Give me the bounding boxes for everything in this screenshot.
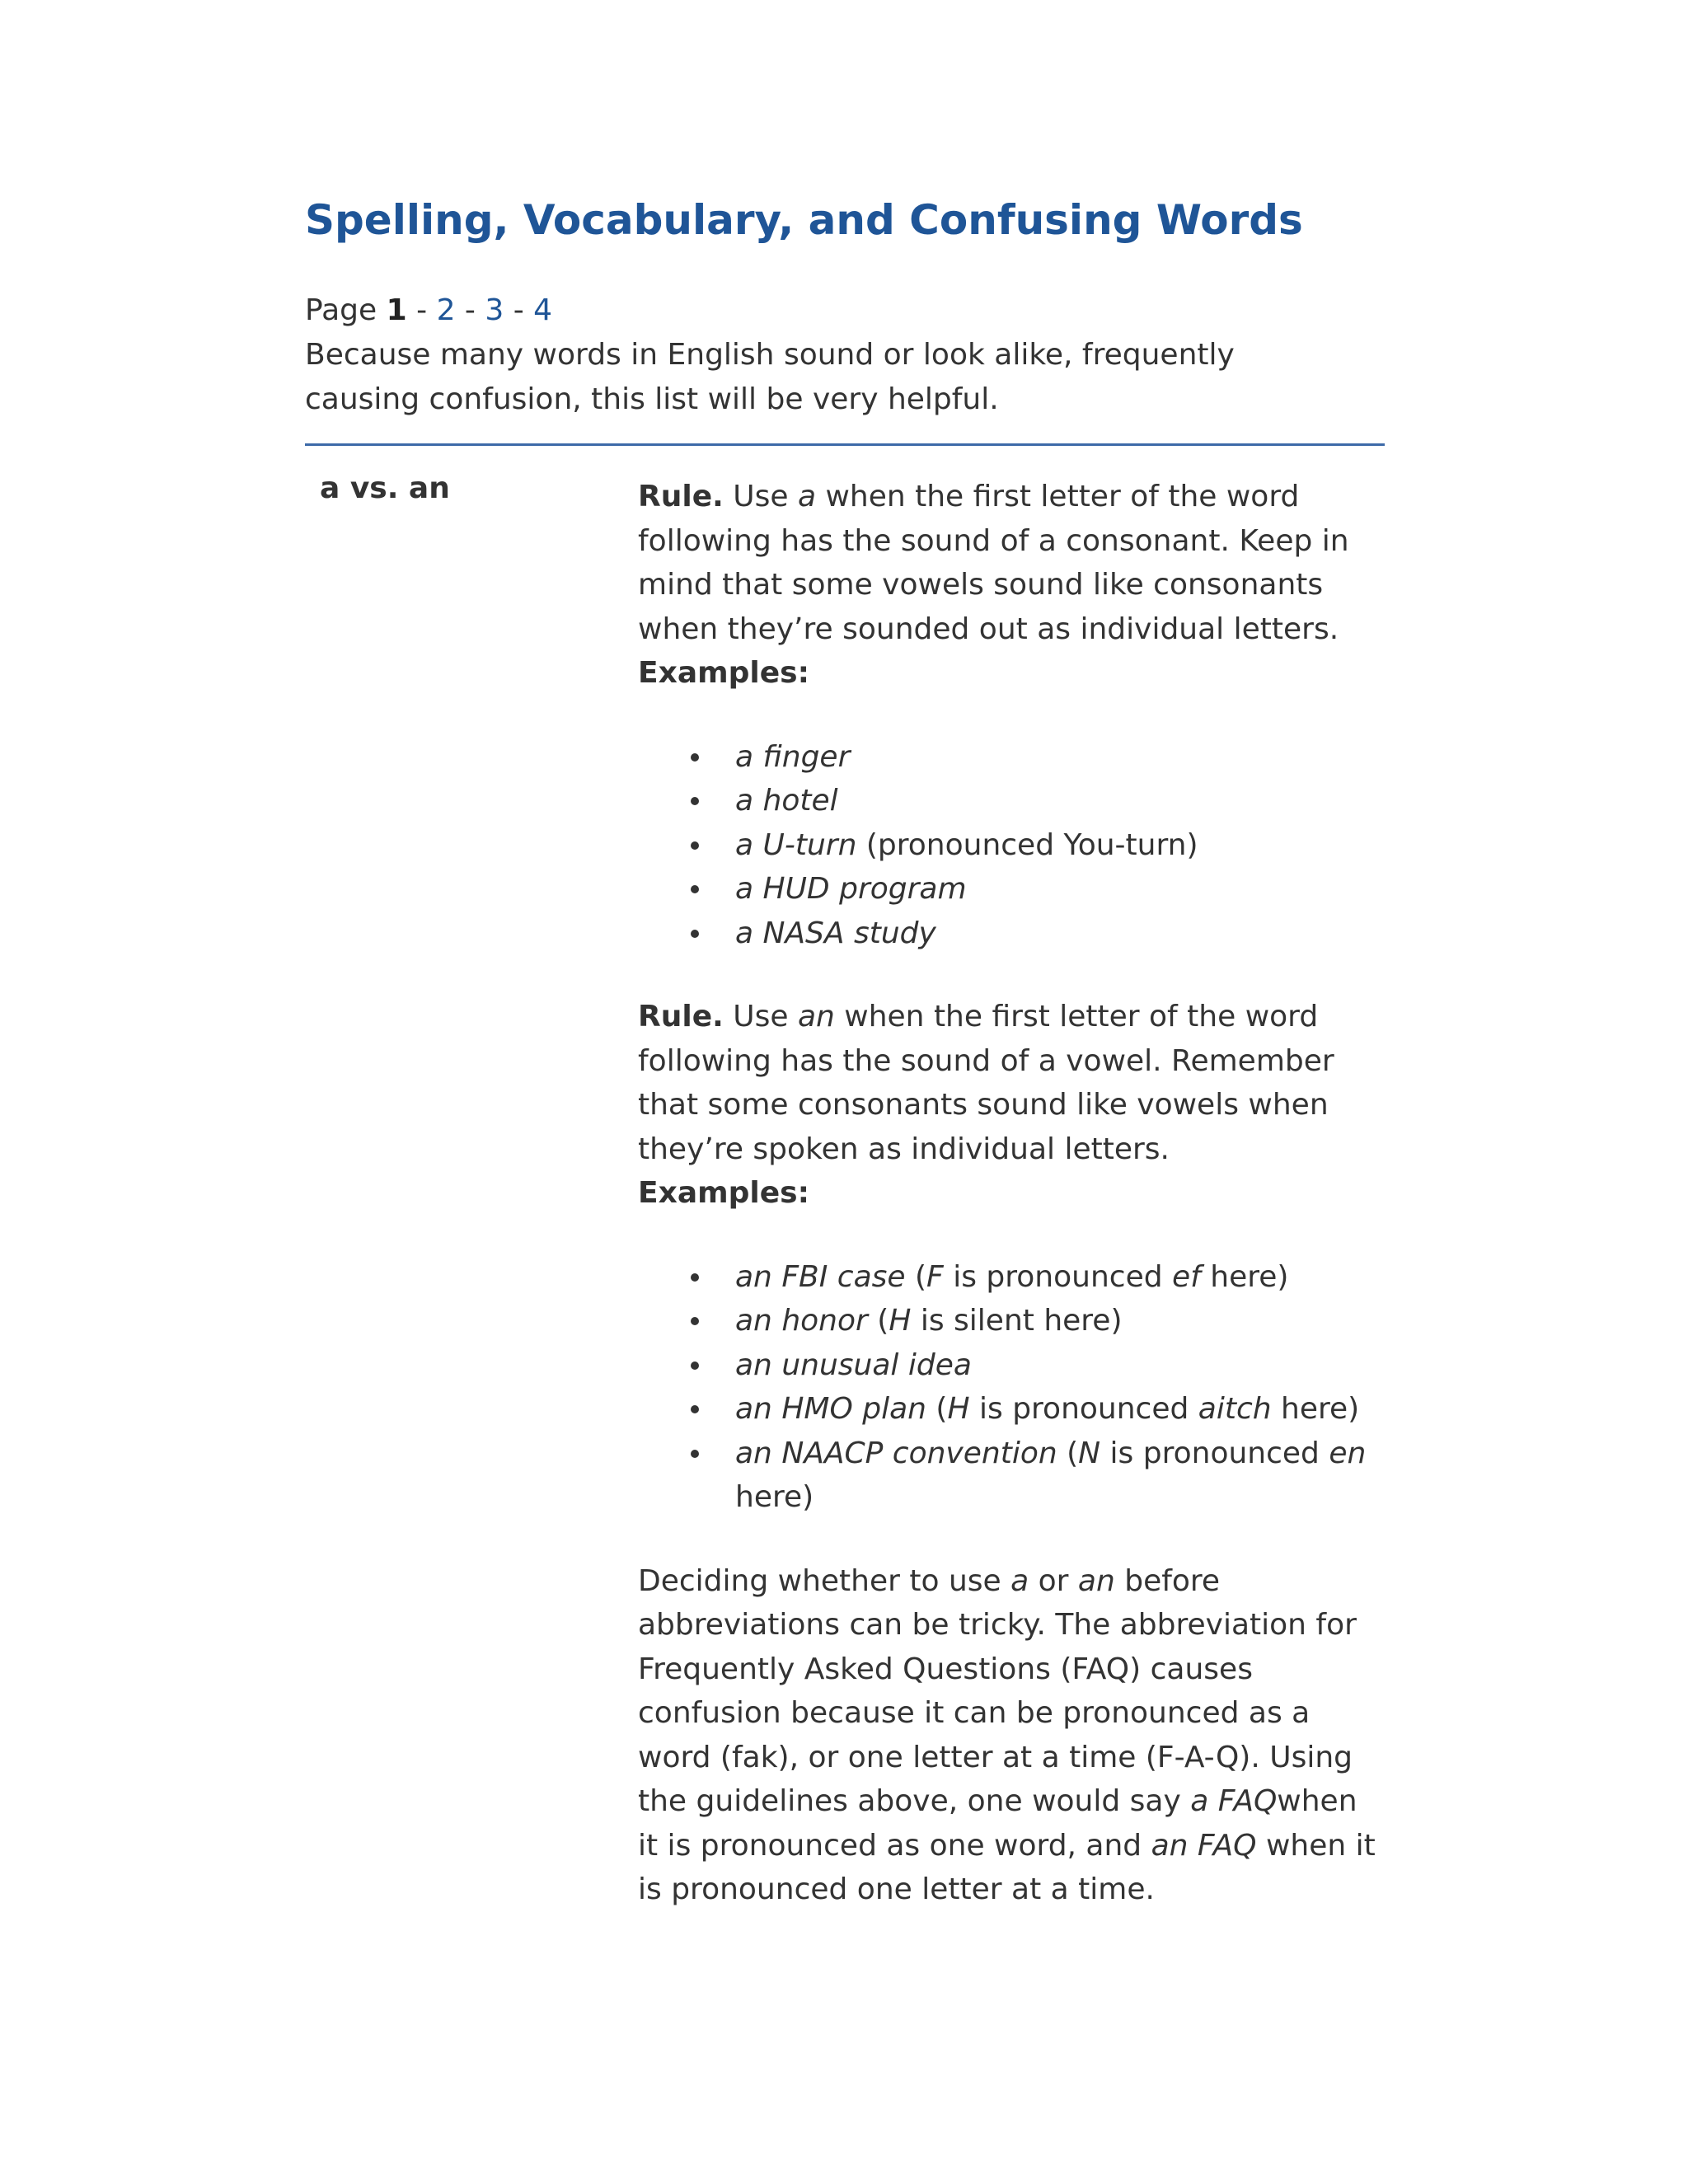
- examples-list-1: [638, 735, 1380, 956]
- list-item: a NASA study: [735, 912, 1380, 956]
- pager-link-page-3[interactable]: 3: [485, 293, 504, 327]
- list-item: an NAACP convention (N is pronounced en here): [735, 1432, 1380, 1520]
- list-item: a hotel: [735, 779, 1380, 823]
- examples-list-2: [638, 1255, 1380, 1520]
- rule-label: Rule.: [638, 480, 724, 513]
- list-item: a finger: [735, 735, 1380, 780]
- intro-text: Because many words in English sound or look alike, frequently causing confusion, this list will be very helpful.: [305, 338, 1235, 416]
- list-item: a HUD program: [735, 867, 1380, 912]
- section-divider: [305, 443, 1385, 446]
- list-item: a U-turn (pronounced You-turn): [735, 823, 1380, 868]
- list-item: an HMO plan (H is pronounced aitch here): [735, 1387, 1380, 1432]
- list-item: an honor (H is silent here): [735, 1299, 1380, 1343]
- entry-term: a vs. an: [320, 471, 450, 505]
- rule-paragraph-2: Rule. Use an when the first letter of the word following has the sound of a vowel. Remember that some consonants sound like vowels when they’re spoken as individual letters. Examples:: [638, 1000, 1334, 1210]
- pager-prefix: Page: [305, 293, 377, 327]
- entry-content: [638, 475, 1380, 1912]
- pager-separator: -: [455, 293, 485, 327]
- examples-label: Examples:: [638, 1176, 809, 1210]
- pager-link-page-2[interactable]: 2: [436, 293, 456, 327]
- closing-paragraph: Deciding whether to use a or an before abbreviations can be tricky. The abbreviation for Frequently Asked Questions (FAQ) causes confusion because it can be pronounced as a word (fak), or one letter at a time (F-A-Q). Using the guidelines above, one would say a FAQwhen it is pronounced as one word, and an FAQ when it is pronounced one letter at a time.: [638, 1563, 1376, 1906]
- list-item: an unusual idea: [735, 1343, 1380, 1388]
- pager-link-page-4[interactable]: 4: [533, 293, 553, 327]
- list-item: an FBI case (F is pronounced ef here): [735, 1255, 1380, 1300]
- pager-separator: -: [406, 293, 437, 327]
- pager-current-page: 1: [386, 293, 407, 327]
- pager-separator: -: [504, 293, 534, 327]
- page-navigation: [305, 288, 552, 333]
- rule-label: Rule.: [638, 1000, 724, 1033]
- page-title: Spelling, Vocabulary, and Confusing Words: [305, 196, 1303, 244]
- examples-label: Examples:: [638, 656, 809, 690]
- rule-paragraph-1: Rule. Use a when the first letter of the word following has the sound of a consonant. Keep in mind that some vowels sound like consonants when they’re sounded out as individual letters. Examples:: [638, 480, 1349, 690]
